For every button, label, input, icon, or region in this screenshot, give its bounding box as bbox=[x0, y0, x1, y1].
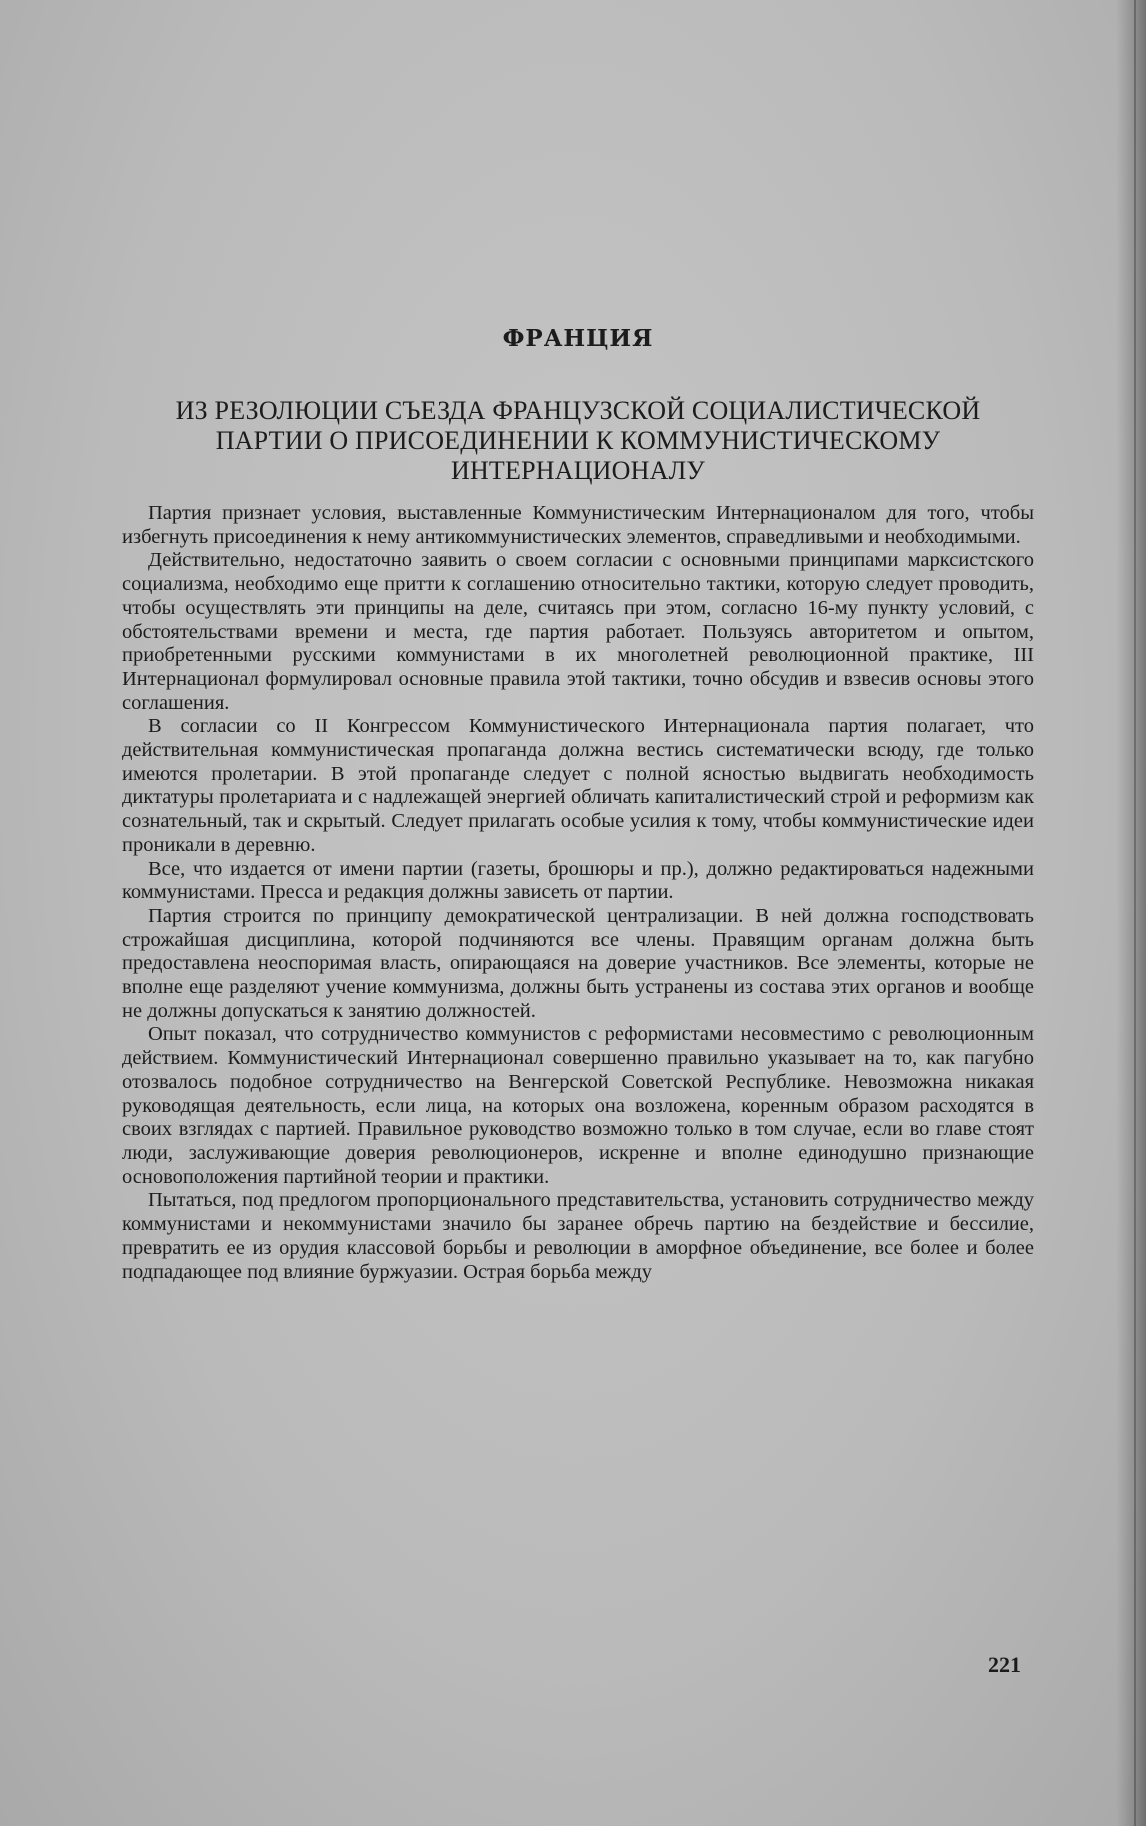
page-number: 221 bbox=[988, 1652, 1021, 1677]
paragraph: Опыт показал, что сотрудничество коммунистов с реформистами несовместимо с революционным действием. Коммунистический Интернационал совершенно правильно указывает на то, как пагубно отозвалось подобное сотрудничество на Венгерской Советской Республике. Невозможна никакая руководящая деятельность, если лица, на которых она возложена, коренным образом расходятся в своих взглядах с партией. Правильное руководство возможно только в том случае, если во главе стоят люди, заслуживающие доверия революционеров, искренне и вполне единодушно признающие основоположения партийной теории и практики. bbox=[122, 1023, 1034, 1188]
section-title: ФРАНЦИЯ bbox=[502, 325, 654, 352]
document-title-line: ПАРТИИ О ПРИСОЕДИНЕНИИ К КОММУНИСТИЧЕСКОМУ bbox=[215, 426, 941, 455]
document-title-line: ИНТЕРНАЦИОНАЛУ bbox=[450, 456, 706, 485]
body-text bbox=[122, 502, 1034, 1284]
page-edge-shadow bbox=[1116, 0, 1146, 1826]
document-title bbox=[122, 396, 1034, 486]
page-content bbox=[122, 325, 1034, 1284]
paragraph: Все, что издается от имени партии (газеты, брошюры и пр.), должно редактироваться надежными коммунистами. Пресса и редакция должны зависеть от партии. bbox=[122, 857, 1034, 904]
paragraph: Партия признает условия, выставленные Коммунистическим Интернационалом для того, чтобы избегнуть присоединения к нему антикоммунистических элементов, справедливыми и необходимыми. bbox=[122, 502, 1034, 548]
paragraph: Пытаться, под предлогом пропорционального представительства, установить сотрудничество между коммунистами и некоммунистами значило бы заранее обречь партию на бездействие и бессилие, превратить ее из орудия классовой борьбы и революции в аморфное объединение, все более и более подпадающее под влияние буржуазии. Острая борьба между bbox=[122, 1189, 1034, 1283]
paragraph: Действительно, недостаточно заявить о своем согласии с основными принципами марксистского социализма, необходимо еще притти к соглашению относительно тактики, которую следует проводить, чтобы осуществлять эти принципы на деле, считаясь при этом, согласно 16-му пункту условий, с обстоятельствами времени и места, где партия работает. Пользуясь авторитетом и опытом, приобретенными русскими коммунистами в их многолетней революционной практике, III Интернационал формулировал основные правила этой тактики, точно обсудив и взвесив основы этого соглашения. bbox=[122, 549, 1034, 714]
paragraph: Партия строится по принципу демократической централизации. В ней должна господствовать строжайшая дисциплина, которой подчиняются все члены. Правящим органам должна быть предоставлена неоспоримая власть, опирающаяся на доверие участников. Все элементы, которые не вполне еще разделяют учение коммунизма, должны быть устранены из состава этих органов и вообще не должны допускаться к занятию должностей. bbox=[122, 904, 1034, 1022]
paragraph: В согласии со II Конгрессом Коммунистического Интернационала партия полагает, что действительная коммунистическая пропаганда должна вестись систематически всюду, где только имеются пролетарии. В этой пропаганде следует с полной ясностью выдвигать необходимость диктатуры пролетариата и с надлежащей энергией обличать капиталистический строй и реформизм как сознательный, так и скрытый. Следует прилагать особые усилия к тому, чтобы коммунистические идеи проникали в деревню. bbox=[122, 715, 1034, 856]
document-title-line: ИЗ РЕЗОЛЮЦИИ СЪЕЗДА ФРАНЦУЗСКОЙ СОЦИАЛИСТИЧЕСКОЙ bbox=[175, 396, 981, 425]
